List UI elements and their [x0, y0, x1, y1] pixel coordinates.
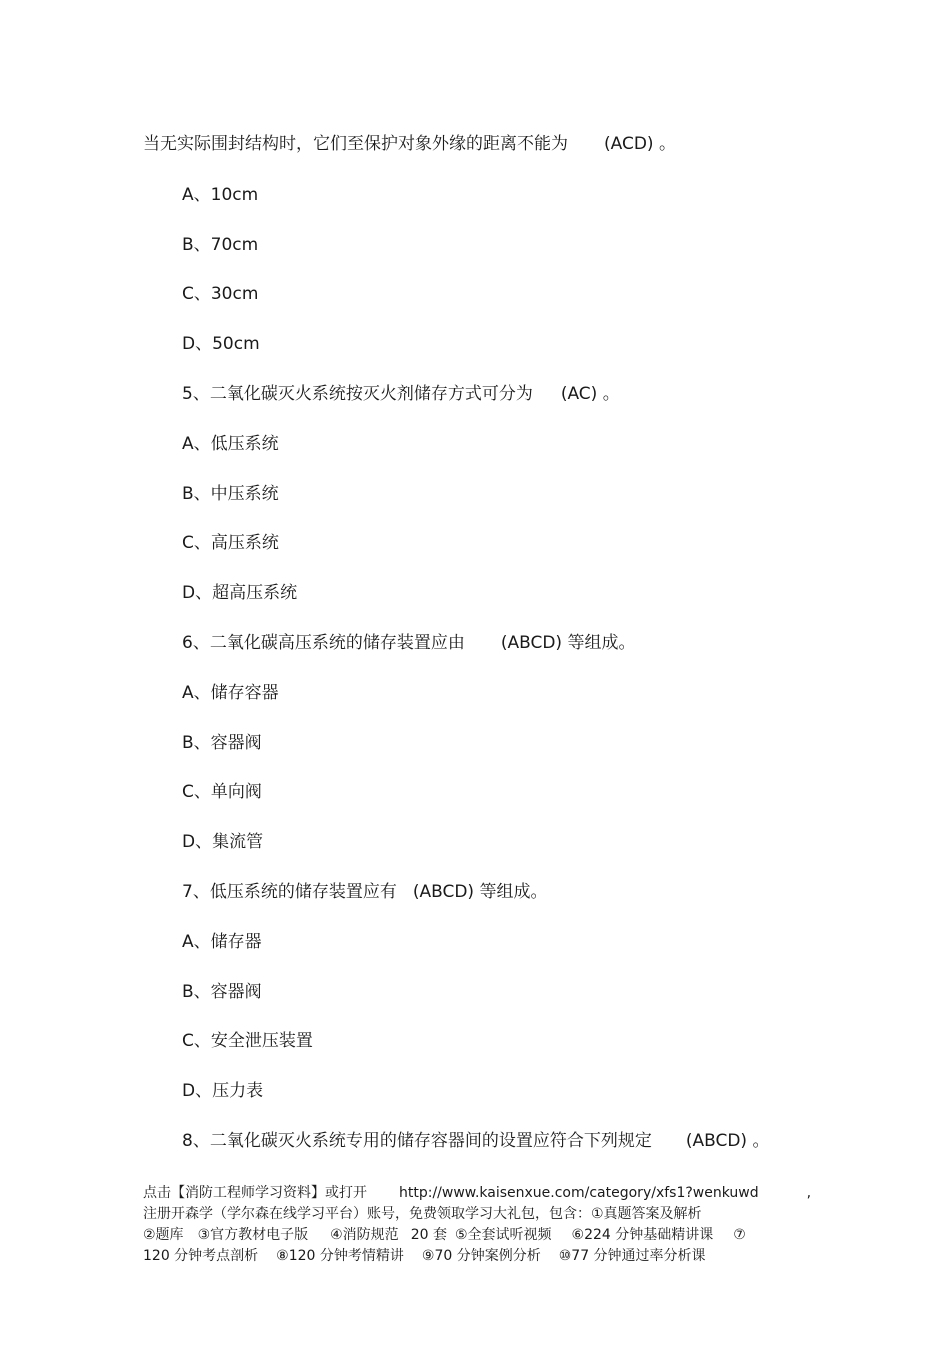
footer-item-trial-video: ⑤全套试听视频 — [454, 1227, 552, 1243]
question-6-stem — [182, 632, 635, 654]
question-4-option-d: D、50cm — [182, 334, 260, 354]
question-7-answer: (ABCD) 等组成。 — [412, 882, 548, 902]
question-7-option-a: A、储存器 — [182, 932, 262, 952]
question-8-stem — [182, 1130, 769, 1152]
footer-item-exam-analysis: ⑧120 分钟考情精讲 — [276, 1248, 404, 1264]
question-7-option-c: C、安全泄压装置 — [182, 1031, 313, 1051]
footer-line-4 — [143, 1246, 823, 1267]
question-7-option-b: B、容器阀 — [182, 982, 262, 1002]
question-8-text: 8、二氧化碳灭火系统专用的储存容器间的设置应符合下列规定 — [182, 1131, 652, 1151]
question-5-option-a: A、低压系统 — [182, 434, 279, 454]
question-6-option-b: B、容器阀 — [182, 733, 262, 753]
question-5-option-c: C、高压系统 — [182, 533, 279, 553]
promo-footer — [143, 1183, 823, 1267]
footer-comma: , — [806, 1185, 812, 1201]
question-4-stem — [143, 133, 676, 155]
footer-item-case-analysis: ⑨70 分钟案例分析 — [421, 1248, 541, 1264]
question-8-answer: (ABCD) 。 — [685, 1131, 770, 1151]
question-6-option-a: A、储存容器 — [182, 683, 279, 703]
question-5-text: 5、二氧化碳灭火系统按灭火剂储存方式可分为 — [182, 384, 533, 404]
question-7-text: 7、低压系统的储存装置应有 — [182, 882, 397, 902]
question-6-text: 6、二氧化碳高压系统的储存装置应由 — [182, 633, 465, 653]
footer-line-2: 注册开森学（学尔森在线学习平台）账号，免费领取学习大礼包，包含：①真题答案及解析 — [143, 1206, 702, 1222]
footer-item-basic-course: ⑥224 分钟基础精讲课 — [571, 1227, 714, 1243]
footer-line-3 — [143, 1225, 823, 1246]
footer-url-link[interactable]: http://www.kaisenxue.com/category/xfs1?wenkuwd — [399, 1185, 759, 1201]
question-6-answer: (ABCD) 等组成。 — [500, 633, 636, 653]
footer-item-pass-rate: ⑩77 分钟通过率分析课 — [558, 1248, 706, 1264]
question-5-stem — [182, 383, 620, 405]
question-4-text: 当无实际围封结构时，它们至保护对象外缘的距离不能为 — [143, 134, 568, 154]
question-7-option-d: D、压力表 — [182, 1081, 264, 1101]
footer-line-1 — [143, 1183, 823, 1204]
footer-cta-text: 点击【消防工程师学习资料】或打开 — [143, 1185, 367, 1201]
question-5-option-b: B、中压系统 — [182, 484, 279, 504]
question-4-option-c: C、30cm — [182, 284, 259, 304]
question-6-option-c: C、单向阀 — [182, 782, 262, 802]
question-5-option-d: D、超高压系统 — [182, 583, 298, 603]
footer-item-7-marker: ⑦ — [733, 1227, 746, 1243]
footer-item-standards-count: 20 套 — [410, 1227, 447, 1243]
footer-item-question-bank: ②题库 — [143, 1227, 184, 1243]
footer-item-key-points: 120 分钟考点剖析 — [143, 1248, 259, 1264]
question-6-option-d: D、集流管 — [182, 832, 264, 852]
question-5-answer: (AC) 。 — [560, 384, 620, 404]
question-7-stem — [182, 881, 547, 903]
footer-item-standards: ④消防规范 — [330, 1227, 399, 1243]
question-4-answer: (ACD) 。 — [604, 134, 676, 154]
question-4-option-a: A、10cm — [182, 185, 259, 205]
footer-item-textbook: ③官方教材电子版 — [197, 1227, 309, 1243]
question-4-option-b: B、70cm — [182, 235, 259, 255]
